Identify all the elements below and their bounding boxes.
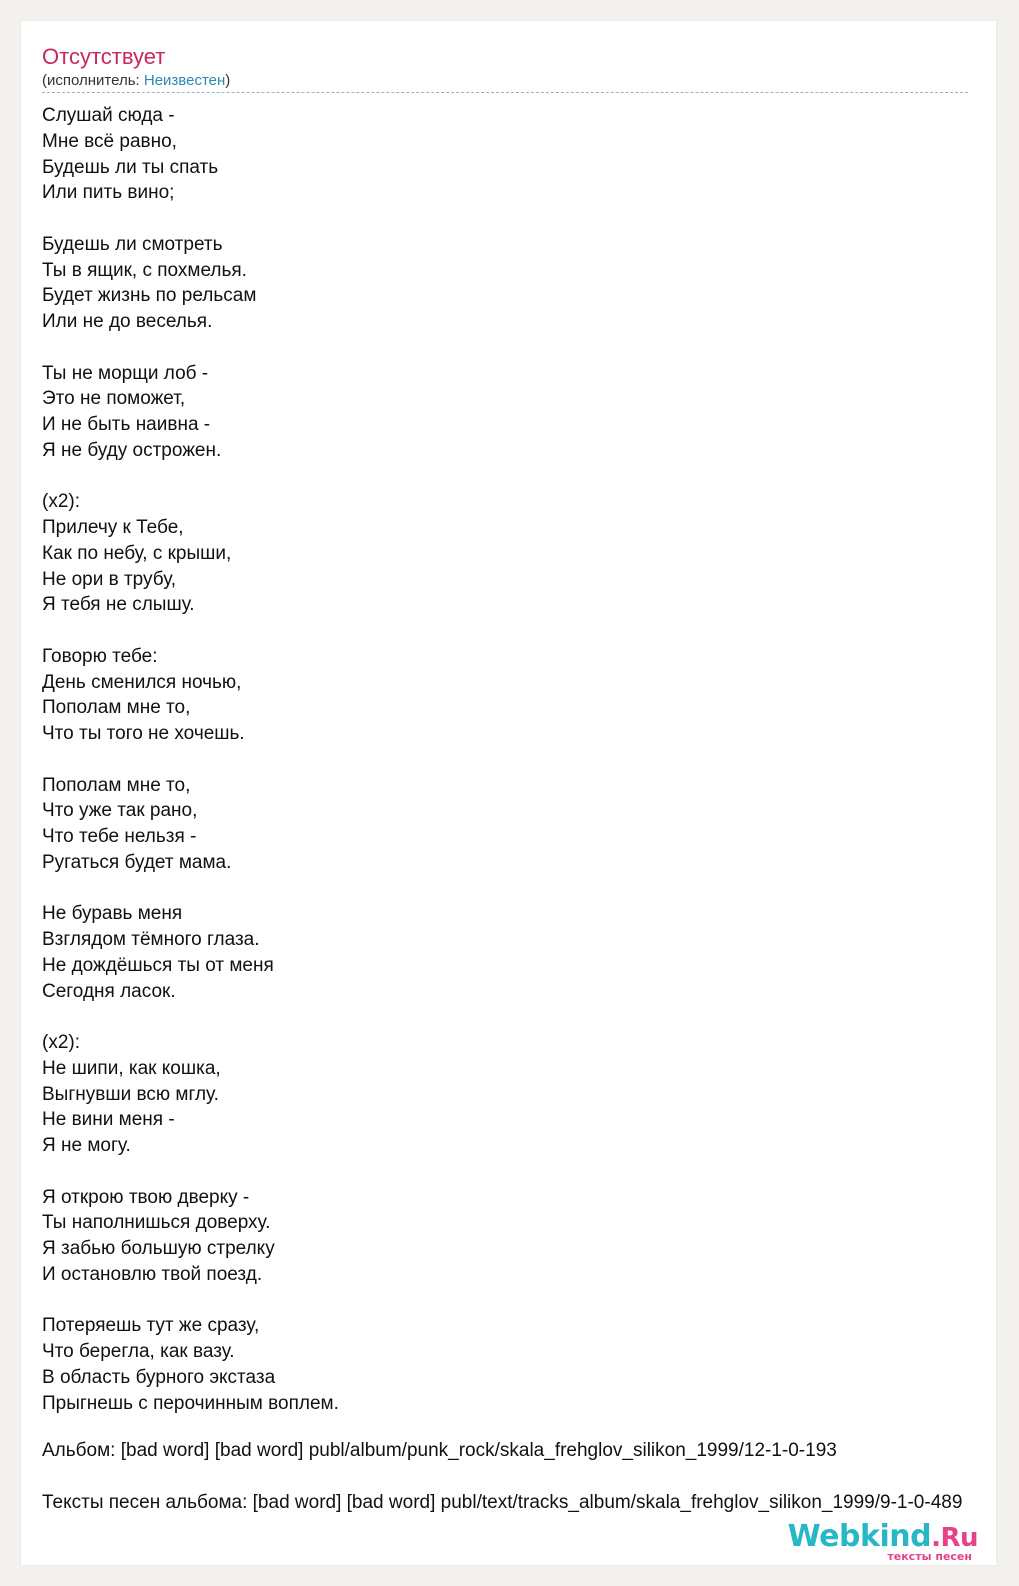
lyric-line: Взглядом тёмного глаза. [42,929,260,950]
header-divider [42,92,968,93]
lyric-line: Я забью большую стрелку [42,1238,275,1259]
lyric-line: Как по небу, с крыши, [42,542,232,564]
lyric-line: Не дождёшься ты от меня [42,954,274,976]
stanza-break [42,747,992,773]
webkind-logo[interactable] [784,1519,982,1563]
lyric-line: Ругаться будет мама. [42,851,232,873]
logo-tld-text: .Ru [931,1523,978,1553]
lyric-line: Мне всё равно, [42,130,177,152]
artist-line [42,72,230,90]
song-title: Отсутствует [42,44,166,69]
album-line: Альбом: [bad word] [bad word] publ/album/punk_rock/skala_frehglov_silikon_1999/12-1-0-193 [42,1440,837,1461]
stanza-break [42,464,992,490]
logo-subtitle: тексты песен [887,1550,972,1563]
lyric-line: Не буравь меня [42,903,183,925]
lyric-line: Потеряешь тут же сразу, [42,1315,260,1337]
lyric-line: (x2): [42,491,80,513]
lyric-line: Что ты того не хочешь. [42,723,245,744]
lyric-line: Ты в ящик, с похмелья. [42,259,247,281]
lyric-line: Я открою твою дверку - [42,1186,250,1208]
lyrics-card [21,21,996,1565]
lyric-line: Я не буду острожен. [42,439,222,461]
lyric-line: Выгнувши всю мглу. [42,1083,219,1105]
stanza-break [42,1159,992,1185]
lyric-line: Ты наполнишься доверху. [42,1212,271,1234]
stanza-break [42,1004,992,1030]
lyric-line: Я не могу. [42,1135,131,1156]
lyric-line: Что уже так рано, [42,800,198,822]
lyric-line: Что тебе нельзя - [42,826,197,847]
lyric-line: Ты не морщи лоб - [42,362,209,384]
lyric-line: Не вини меня - [42,1109,175,1131]
lyric-line: Или пить вино; [42,182,175,204]
stanza-break [42,1288,992,1314]
lyric-line: Будет жизнь по рельсам [42,285,257,307]
artist-prefix: (исполнитель: [42,72,144,89]
album-texts-line: Тексты песен альбома: [bad word] [bad word] publ/text/tracks_album/skala_frehglov_silikon_1999/9-1-0-489 [42,1492,963,1513]
stanza-break [42,618,992,644]
lyric-line: Будешь ли смотреть [42,233,223,255]
lyric-line: Не шипи, как кошка, [42,1057,221,1079]
lyric-line: И остановлю твой поезд. [42,1263,263,1285]
lyric-line: Я тебя не слышу. [42,594,195,616]
stanza-break [42,876,992,902]
stanza-break [42,335,992,361]
lyrics-text [42,103,992,1416]
logo-main-text: Webkind [787,1519,932,1554]
lyric-line: (x2): [42,1032,80,1053]
artist-link[interactable]: Неизвестен [143,72,226,89]
lyric-line: И не быть наивна - [42,414,211,435]
lyric-line: Это не поможет, [42,388,186,410]
lyric-line: Говорю тебе: [42,645,158,667]
lyric-line: Слушай сюда - [42,105,175,126]
stanza-break [42,206,992,232]
lyric-line: Пополам мне то, [42,697,191,719]
lyric-line: Прилечу к Тебе, [42,517,184,538]
lyric-line: Что берегла, как вазу. [42,1341,235,1362]
lyric-line: Прыгнешь с перочинным воплем. [42,1392,339,1414]
lyric-line: Пополам мне то, [42,774,191,796]
lyric-line: День сменился ночью, [42,671,242,693]
lyric-line: В область бурного экстаза [42,1366,276,1388]
lyric-line: Будешь ли ты спать [42,156,219,178]
lyric-line: Не ори в трубу, [42,568,177,590]
lyric-line: Или не до веселья. [42,311,213,332]
artist-suffix: ) [225,72,231,89]
lyric-line: Сегодня ласок. [42,980,176,1002]
